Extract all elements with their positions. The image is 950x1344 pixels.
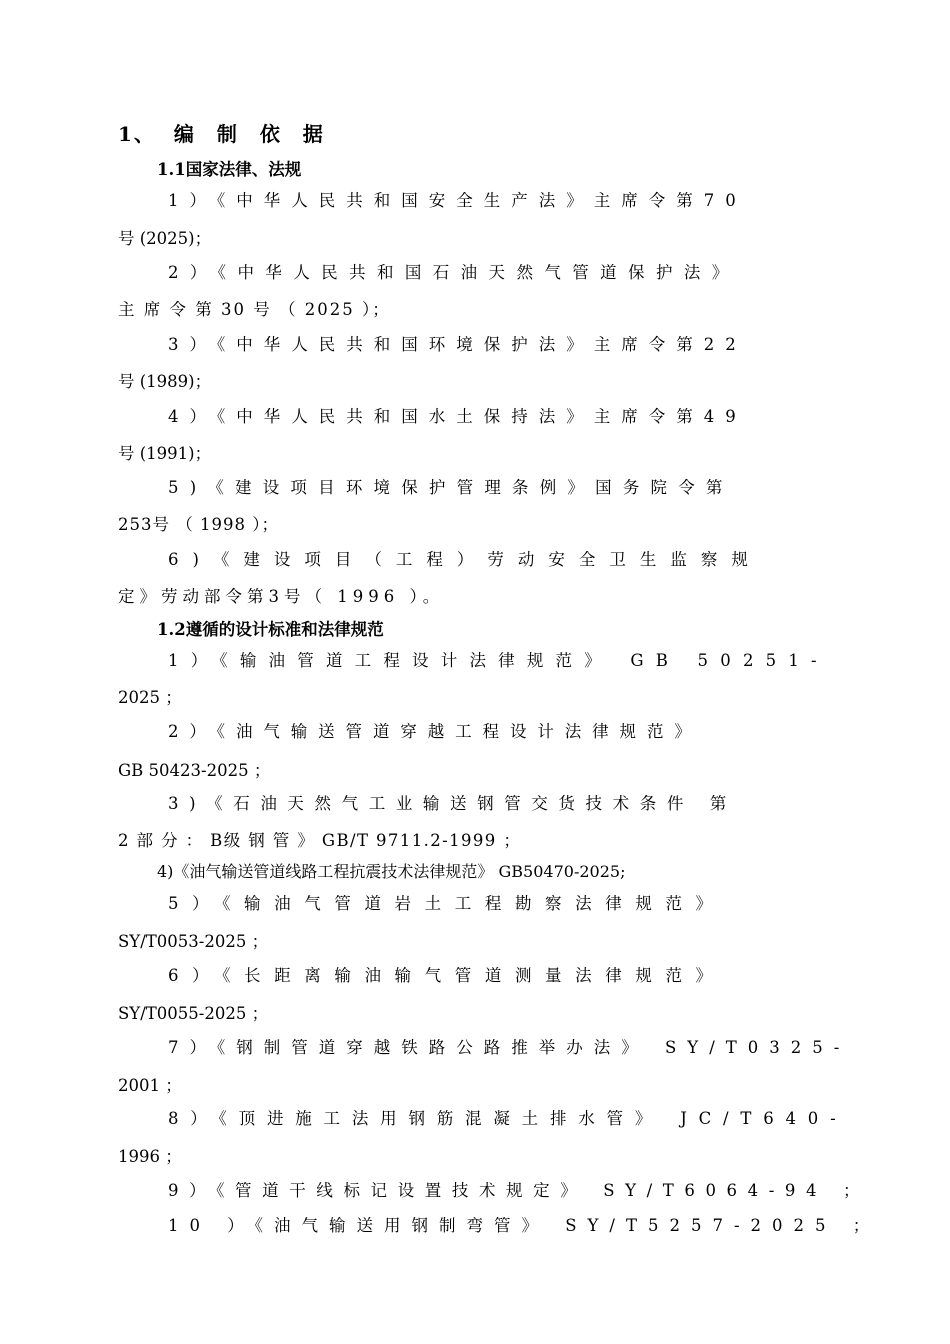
- standard-item-5-line2: SY/T0053-2025 ；: [118, 932, 269, 951]
- law-item-1-line1: 1）《中华人民共和国安全生产法》主席令第70: [168, 191, 747, 210]
- standard-item-1-line1: 1）《输油管道工程设计法律规范》 GB 50251-: [168, 651, 829, 670]
- standard-item-3-line1: 3)《石油天然气工业输送钢管交货技术条件 第: [168, 794, 737, 813]
- law-item-5-line2: 253号 （ 1998 ）；: [118, 515, 279, 534]
- subsection-title-1-1: 1.1国家法律、法规: [157, 160, 302, 179]
- heading-number: 1、: [118, 122, 156, 146]
- law-item-6-line1: 6)《建设项目（工程）劳动安全卫生监察规: [168, 550, 762, 569]
- standard-item-7-line2: 2001 ；: [118, 1076, 182, 1095]
- law-item-2-line2: 主 席 令 第 30 号 （ 2025 ）；: [118, 300, 391, 319]
- law-item-1-line2: 号 (2025)；: [118, 229, 212, 248]
- standard-item-7-line1: 7）《钢制管道穿越铁路公路推举办法》 SY/T0325-: [168, 1038, 851, 1057]
- law-item-3-line1: 3）《中华人民共和国环境保护法》主席令第22: [168, 335, 747, 354]
- standard-item-2-line2: GB 50423-2025 ；: [118, 761, 271, 780]
- standard-item-6-line1: 6）《长距离输油输气管道测量法律规范》: [168, 966, 726, 985]
- subsection-title-1-2: 1.2遵循的设计标准和法律规范: [157, 620, 384, 639]
- standard-item-10-line1: 10 ）《油气输送用钢制弯管》 SY/T5257-2025 ；: [168, 1216, 881, 1235]
- heading-title: 编 制 依 据: [173, 122, 331, 146]
- standard-item-6-line2: SY/T0055-2025 ；: [118, 1004, 269, 1023]
- standard-item-5-line1: 5）《输油气管道岩土工程勘察法律规范》: [168, 894, 726, 913]
- standard-item-2-line1: 2）《油气输送管道穿越工程设计法律规范》: [168, 722, 702, 741]
- law-item-4-line2: 号 (1991)；: [118, 444, 212, 463]
- standard-item-3-line2: 2 部 分 ： B级 钢 管 》 GB/T 9711.2-1999 ；: [118, 831, 522, 850]
- section-heading: [118, 124, 331, 144]
- law-item-6-line2: 定》劳动部令第3号（ 1996 ）。: [118, 587, 445, 606]
- standard-item-8-line1: 8）《顶进施工法用钢筋混凝土排水管》 JC/T640-: [168, 1109, 848, 1128]
- law-item-5-line1: 5)《建设项目环境保护管理条例》国务院令第: [168, 478, 734, 497]
- standard-item-4-line1: 4)《油气输送管道线路工程抗震技术法律规范》 GB50470-2025;: [157, 862, 626, 881]
- standard-item-9-line1: 9）《管道干线标记设置技术规定》 SY/T6064-94 ；: [168, 1181, 871, 1200]
- law-item-2-line1: 2）《中华人民共和国石油天然气管道保护法》: [168, 263, 740, 282]
- law-item-3-line2: 号 (1989)；: [118, 372, 212, 391]
- standard-item-1-line2: 2025 ；: [118, 688, 182, 707]
- law-item-4-line1: 4）《中华人民共和国水土保持法》主席令第49: [168, 407, 747, 426]
- standard-item-8-line2: 1996 ；: [118, 1147, 182, 1166]
